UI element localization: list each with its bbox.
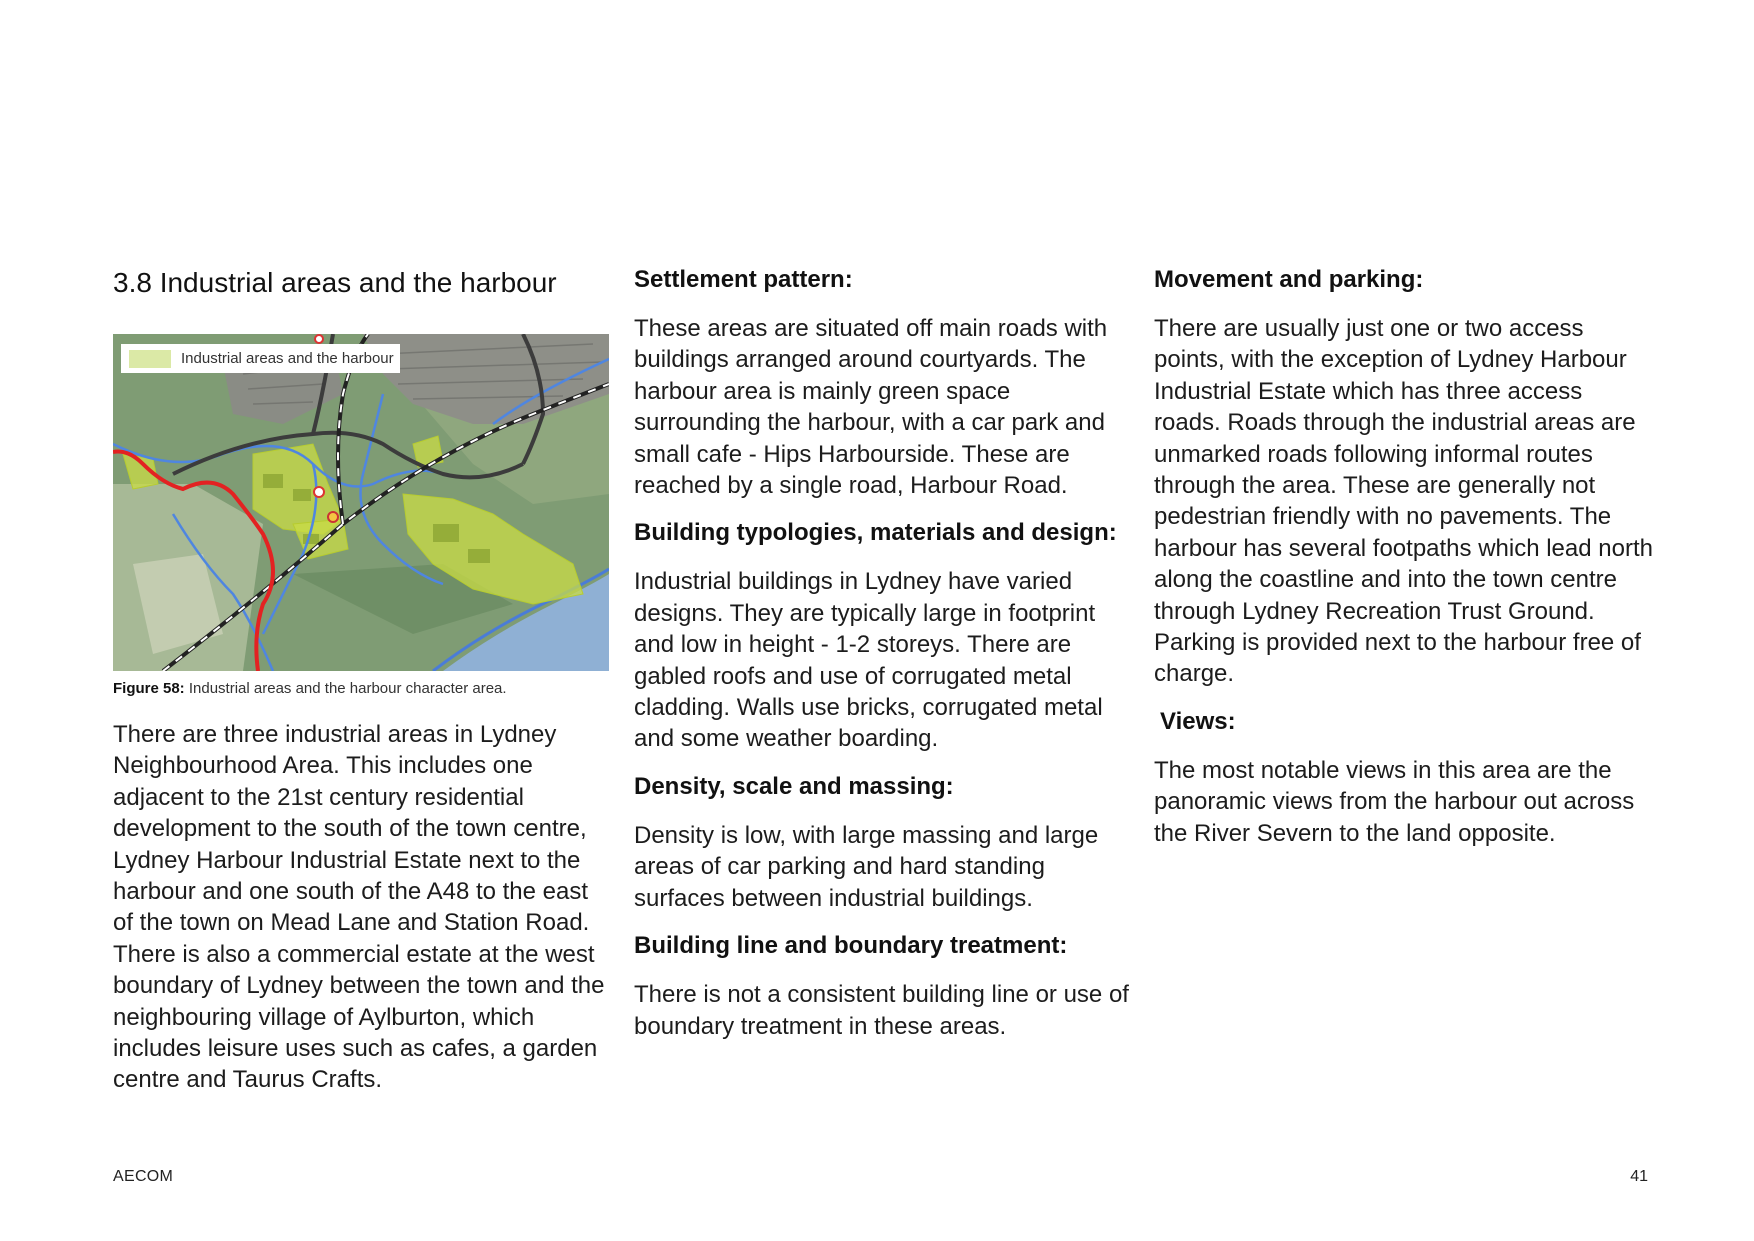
figure-caption-text: Industrial areas and the harbour character area. <box>184 680 507 697</box>
page-number: 41 <box>1630 1168 1648 1185</box>
map-image <box>113 334 609 671</box>
density-section <box>634 771 1134 914</box>
views-section <box>1154 706 1654 849</box>
legend-swatch <box>129 350 171 368</box>
typologies-section <box>634 517 1134 754</box>
section-title: 3.8 Industrial areas and the harbour <box>113 267 557 298</box>
density-heading: Density, scale and massing: <box>634 772 954 800</box>
right-column <box>1154 264 1654 865</box>
settlement-text: These areas are situated off main roads with buildings arranged around courtyards. The harbour area is mainly green space surrounding the harbour, with a car park and small cafe - Hips Harbourside. These are reached by a single road, Harbour Road. <box>634 315 1108 500</box>
settlement-heading: Settlement pattern: <box>634 266 853 293</box>
movement-text: There are usually just one or two access points, with the exception of Lydney Harbour Industrial Estate which has three access roads. Roads through the industrial areas are unmarked roads following informal routes through the area. These are generally not pedestrian friendly with no pavements. The harbour has several footpaths which lead north along the coastline and into the town centre through Lydney Recreation Trust Ground. Parking is provided next to the harbour free of charge. <box>1154 315 1653 688</box>
views-text: The most notable views in this area are the panoramic views from the harbour out across the River Severn to the land opposite. <box>1154 756 1635 847</box>
area-map <box>113 334 609 671</box>
movement-section <box>1154 264 1654 690</box>
movement-heading: Movement and parking: <box>1154 266 1424 293</box>
views-heading: Views: <box>1160 707 1236 735</box>
figure-caption-label: Figure 58: <box>113 680 185 697</box>
footer-brand: AECOM <box>113 1168 174 1185</box>
boundary-text: There is not a consistent building line or use of boundary treatment in these areas. <box>634 981 1129 1040</box>
map-legend <box>121 344 400 373</box>
middle-column <box>634 264 1134 1058</box>
left-column <box>113 264 613 1096</box>
density-text: Density is low, with large massing and large areas of car parking and hard standing surfaces between industrial buildings. <box>634 821 1099 912</box>
intro-paragraph: There are three industrial areas in Lydney Neighbourhood Area. This includes one adjacent to the 21st century residential development to the south of the town centre, Lydney Harbour Industrial Estate next to the harbour and one south of the A48 to the east of the town on Mead Lane and Station Road. There is also a commercial estate at the west boundary of Lydney between the town and the neighbouring village of Aylburton, which includes leisure uses such as cafes, a garden centre and Taurus Crafts. <box>113 721 605 1094</box>
typologies-text: Industrial buildings in Lydney have varied designs. They are typically large in footprint and low in height - 1-2 storeys. There are gabled roofs and use of corrugated metal cladding. Walls use bricks, corrugated metal and some weather boarding. <box>634 568 1103 753</box>
legend-label: Industrial areas and the harbour <box>181 350 394 367</box>
boundary-heading: Building line and boundary treatment: <box>634 932 1068 960</box>
settlement-section <box>634 264 1134 501</box>
typologies-heading: Building typologies, materials and design: <box>634 519 1117 547</box>
boundary-section <box>634 930 1134 1042</box>
figure-caption <box>113 679 613 699</box>
